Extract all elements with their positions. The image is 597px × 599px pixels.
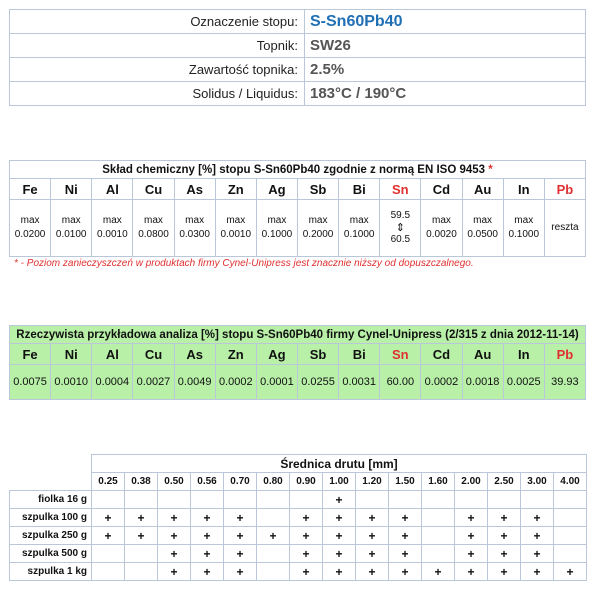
available-mark: + (323, 545, 356, 563)
max-number: 0.0010 (97, 229, 128, 240)
element-fe: Fe (10, 179, 51, 200)
diameter-1.00: 1.00 (323, 473, 356, 491)
package-row (10, 509, 587, 527)
element-sn: Sn (380, 179, 421, 200)
analysis-title-note: (2/315 z dnia 2012-11-14) (445, 328, 579, 341)
wire-title: Średnica drutu [mm] (92, 455, 587, 473)
alloy-info-table (9, 9, 586, 106)
max-word: max (349, 215, 369, 226)
element-ni: Ni (51, 344, 92, 365)
max-value-ag (256, 200, 297, 257)
info-value: S-Sn60Pb40 (305, 10, 586, 34)
diameter-1.20: 1.20 (356, 473, 389, 491)
max-number: 0.1000 (343, 229, 375, 240)
element-ag: Ag (256, 179, 297, 200)
empty-cell (488, 491, 521, 509)
diameter-0.50: 0.50 (158, 473, 191, 491)
analysis-value-fe: 0.0075 (10, 365, 51, 400)
element-cd: Cd (421, 344, 462, 365)
element-pb: Pb (544, 344, 585, 365)
available-mark: + (158, 527, 191, 545)
available-mark: + (92, 509, 125, 527)
max-word: max (267, 215, 287, 226)
package-row (10, 563, 587, 581)
available-mark: + (455, 545, 488, 563)
available-mark: + (290, 545, 323, 563)
empty-cell (422, 491, 455, 509)
info-row-flux-content (10, 58, 586, 82)
package-label: fiolka 16 g (10, 491, 92, 509)
analysis-value-cu: 0.0027 (133, 365, 174, 400)
available-mark: + (290, 509, 323, 527)
empty-cell (356, 491, 389, 509)
empty-cell (92, 545, 125, 563)
available-mark: + (554, 563, 587, 581)
analysis-title-text: Rzeczywista przykładowa analiza [%] stopu S-Sn60Pb40 firmy Cynel-Unipress (16, 328, 442, 341)
available-mark: + (389, 509, 422, 527)
sn-min: 59.5 (390, 210, 411, 221)
max-number: 0.0020 (426, 229, 457, 240)
empty-cell (92, 563, 125, 581)
element-au: Au (462, 344, 503, 365)
corner-cell (10, 473, 92, 491)
max-word: max (102, 215, 122, 226)
chem-element-row (10, 179, 586, 200)
available-mark: + (356, 527, 389, 545)
empty-cell (455, 491, 488, 509)
available-mark: + (455, 563, 488, 581)
available-mark: + (92, 527, 125, 545)
max-number: 0.0010 (220, 229, 252, 240)
available-mark: + (389, 563, 422, 581)
package-label: szpulka 1 kg (10, 563, 92, 581)
package-row (10, 527, 587, 545)
max-word: max (144, 215, 163, 226)
available-mark: + (257, 527, 290, 545)
element-al: Al (92, 179, 133, 200)
available-mark: + (158, 545, 191, 563)
chem-title (10, 161, 586, 179)
element-in: In (503, 344, 544, 365)
diameter-2.50: 2.50 (488, 473, 521, 491)
element-cu: Cu (133, 179, 174, 200)
footnote-star: * (488, 163, 493, 176)
max-value-bi (339, 200, 380, 257)
max-value-fe (10, 200, 51, 257)
max-word: max (20, 215, 40, 226)
available-mark: + (224, 527, 257, 545)
analysis-value-as: 0.0049 (174, 365, 215, 400)
info-label: Zawartość topnika: (10, 58, 305, 82)
diameter-0.25: 0.25 (92, 473, 125, 491)
diameter-0.70: 0.70 (224, 473, 257, 491)
element-ag: Ag (256, 344, 297, 365)
available-mark: + (521, 509, 554, 527)
available-mark: + (158, 563, 191, 581)
diameter-3.00: 3.00 (521, 473, 554, 491)
diameter-1.50: 1.50 (389, 473, 422, 491)
available-mark: + (356, 545, 389, 563)
available-mark: + (323, 563, 356, 581)
max-word: max (473, 215, 493, 226)
diameter-0.90: 0.90 (290, 473, 323, 491)
element-pb: Pb (544, 179, 585, 200)
element-cu: Cu (133, 344, 174, 365)
empty-cell (125, 563, 158, 581)
corner-cell (10, 455, 92, 473)
max-value-cu (133, 200, 174, 257)
available-mark: + (191, 527, 224, 545)
diameter-0.80: 0.80 (257, 473, 290, 491)
element-sb: Sb (297, 344, 338, 365)
analysis-value-sb: 0.0255 (297, 365, 338, 400)
analysis-value-cd: 0.0002 (421, 365, 462, 400)
element-sb: Sb (297, 179, 338, 200)
empty-cell (521, 491, 554, 509)
available-mark: + (125, 527, 158, 545)
available-mark: + (158, 509, 191, 527)
analysis-value-al: 0.0004 (92, 365, 133, 400)
available-mark: + (290, 527, 323, 545)
package-label: szpulka 250 g (10, 527, 92, 545)
info-label: Topnik: (10, 34, 305, 58)
available-mark: + (521, 563, 554, 581)
max-value-ni (51, 200, 92, 257)
wire-diameter-table (9, 454, 587, 581)
empty-cell (257, 563, 290, 581)
analysis-value-in: 0.0025 (503, 365, 544, 400)
available-mark: + (488, 563, 521, 581)
package-label: szpulka 100 g (10, 509, 92, 527)
empty-cell (422, 509, 455, 527)
max-word: max (432, 215, 451, 226)
available-mark: + (488, 545, 521, 563)
max-word: max (514, 215, 534, 226)
empty-cell (554, 545, 587, 563)
analysis-value-ni: 0.0010 (51, 365, 92, 400)
empty-cell (554, 527, 587, 545)
max-word: max (185, 215, 205, 226)
max-value-in (503, 200, 544, 257)
empty-cell (125, 491, 158, 509)
chem-max-row (10, 200, 586, 257)
max-value-as (174, 200, 215, 257)
max-number: 0.0300 (179, 229, 210, 240)
info-label: Oznaczenie stopu: (10, 10, 305, 34)
analysis-element-row (10, 344, 586, 365)
element-sn: Sn (380, 344, 421, 365)
info-value: SW26 (305, 34, 586, 58)
element-as: As (174, 179, 215, 200)
impurity-footnote: * - Poziom zanieczyszczeń w produktach firmy Cynel-Unipress jest znacznie niższy od dopuszczalnego. (14, 258, 474, 269)
empty-cell (257, 491, 290, 509)
max-number: 0.0200 (14, 229, 46, 240)
available-mark: + (389, 527, 422, 545)
empty-cell (125, 545, 158, 563)
available-mark: + (323, 491, 356, 509)
analysis-title (10, 326, 586, 344)
element-in: In (503, 179, 544, 200)
available-mark: + (290, 563, 323, 581)
info-row-solidus-liquidus (10, 82, 586, 106)
analysis-value-row (10, 365, 586, 400)
max-value-sn (380, 200, 421, 257)
element-bi: Bi (339, 344, 380, 365)
info-label: Solidus / Liquidus: (10, 82, 305, 106)
diameter-4.00: 4.00 (554, 473, 587, 491)
available-mark: + (389, 545, 422, 563)
chemical-composition-table (9, 160, 586, 257)
available-mark: + (422, 563, 455, 581)
max-number: 0.0800 (138, 229, 169, 240)
max-number: 0.0100 (55, 229, 87, 240)
available-mark: + (323, 509, 356, 527)
available-mark: + (455, 509, 488, 527)
analysis-value-au: 0.0018 (462, 365, 503, 400)
available-mark: + (224, 509, 257, 527)
available-mark: + (488, 509, 521, 527)
diameter-row (10, 473, 587, 491)
chem-title-text: Skład chemiczny [%] stopu S-Sn60Pb40 zgodnie z normą EN ISO 9453 (102, 163, 486, 176)
diameter-0.38: 0.38 (125, 473, 158, 491)
element-bi: Bi (339, 179, 380, 200)
empty-cell (422, 527, 455, 545)
analysis-value-ag: 0.0001 (256, 365, 297, 400)
max-value-zn (215, 200, 256, 257)
analysis-value-bi: 0.0031 (339, 365, 380, 400)
max-value-al (92, 200, 133, 257)
empty-cell (389, 491, 422, 509)
analysis-value-sn: 60.00 (380, 365, 421, 400)
empty-cell (191, 491, 224, 509)
available-mark: + (125, 509, 158, 527)
empty-cell (554, 491, 587, 509)
info-row-designation (10, 10, 586, 34)
empty-cell (554, 509, 587, 527)
diameter-1.60: 1.60 (422, 473, 455, 491)
info-row-flux (10, 34, 586, 58)
max-value-sb (297, 200, 338, 257)
element-cd: Cd (421, 179, 462, 200)
empty-cell (92, 491, 125, 509)
package-label: szpulka 500 g (10, 545, 92, 563)
empty-cell (224, 491, 257, 509)
info-value: 2.5% (305, 58, 586, 82)
max-number: 0.2000 (302, 229, 334, 240)
element-al: Al (92, 344, 133, 365)
max-word: max (226, 215, 246, 226)
package-row (10, 491, 587, 509)
element-fe: Fe (10, 344, 51, 365)
available-mark: + (224, 545, 257, 563)
range-arrow-icon: ⇕ (395, 222, 405, 234)
max-value-cd (421, 200, 462, 257)
max-number: 0.1000 (261, 229, 293, 240)
available-mark: + (323, 527, 356, 545)
available-mark: + (191, 563, 224, 581)
analysis-value-pb: 39.93 (544, 365, 585, 400)
available-mark: + (191, 509, 224, 527)
available-mark: + (356, 563, 389, 581)
max-word: max (308, 215, 328, 226)
element-zn: Zn (215, 344, 256, 365)
max-number: 0.1000 (508, 229, 540, 240)
available-mark: + (521, 527, 554, 545)
empty-cell (257, 545, 290, 563)
max-value-pb: reszta (544, 200, 585, 257)
available-mark: + (356, 509, 389, 527)
available-mark: + (521, 545, 554, 563)
diameter-2.00: 2.00 (455, 473, 488, 491)
max-number: 0.0500 (467, 229, 498, 240)
element-ni: Ni (51, 179, 92, 200)
empty-cell (422, 545, 455, 563)
empty-cell (257, 509, 290, 527)
element-au: Au (462, 179, 503, 200)
element-zn: Zn (215, 179, 256, 200)
max-word: max (61, 215, 81, 226)
element-as: As (174, 344, 215, 365)
available-mark: + (455, 527, 488, 545)
analysis-value-zn: 0.0002 (215, 365, 256, 400)
diameter-0.56: 0.56 (191, 473, 224, 491)
available-mark: + (488, 527, 521, 545)
available-mark: + (191, 545, 224, 563)
empty-cell (290, 491, 323, 509)
info-value: 183°C / 190°C (305, 82, 586, 106)
sample-analysis-table (9, 325, 586, 400)
max-value-au (462, 200, 503, 257)
available-mark: + (224, 563, 257, 581)
sn-max: 60.5 (390, 234, 411, 245)
package-row (10, 545, 587, 563)
empty-cell (158, 491, 191, 509)
